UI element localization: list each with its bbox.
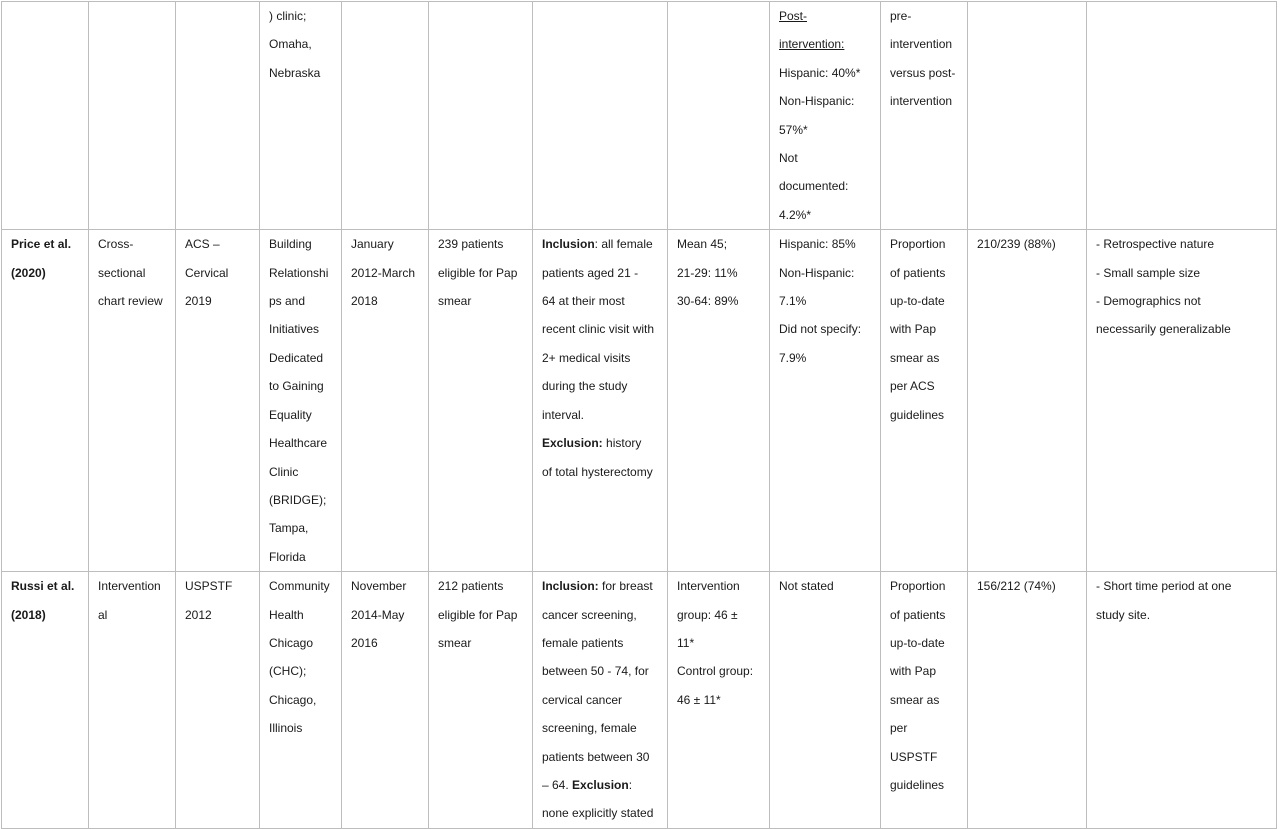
cell-line: patients between 30 bbox=[542, 749, 650, 764]
cell-line bbox=[542, 230, 661, 258]
cell-line: Mean 45; bbox=[677, 237, 728, 252]
table-cell bbox=[342, 572, 429, 829]
cell-line: intervention bbox=[890, 94, 953, 109]
table-cell bbox=[89, 2, 176, 230]
cell-line: 2012-March bbox=[351, 265, 416, 280]
cell-line bbox=[779, 2, 874, 30]
cell-line: between 50 - 74, for bbox=[542, 664, 649, 679]
cell-line: smear as bbox=[890, 350, 940, 365]
table-row bbox=[2, 572, 1277, 829]
table-cell bbox=[668, 230, 770, 572]
cell-line: none explicitly stated bbox=[542, 806, 654, 821]
table-cell bbox=[1087, 2, 1277, 230]
cell-line: Intervention bbox=[677, 579, 740, 594]
cell-line: 4.2%* bbox=[779, 207, 812, 222]
cell-line: Did not specify: bbox=[779, 322, 862, 337]
cell-line: 212 patients bbox=[438, 579, 504, 594]
cell-line: smear bbox=[438, 635, 472, 650]
cell-line: eligible for Pap bbox=[438, 607, 518, 622]
cell-line: Chicago bbox=[269, 635, 314, 650]
cell-line: Health bbox=[269, 607, 304, 622]
cell-line: Price et al. bbox=[11, 237, 72, 252]
table-cell bbox=[881, 230, 968, 572]
cell-line: with Pap bbox=[890, 322, 937, 337]
cell-line: study site. bbox=[1096, 607, 1151, 622]
cell-line: - Demographics not bbox=[1096, 294, 1201, 309]
cell-text-segment: intervention: bbox=[779, 37, 845, 52]
table-cell bbox=[176, 230, 260, 572]
cell-line: 2+ medical visits bbox=[542, 350, 631, 365]
cell-line: of total hysterectomy bbox=[542, 464, 653, 479]
cell-line: 2012 bbox=[185, 607, 212, 622]
cell-line: 46 ± 11* bbox=[677, 692, 721, 707]
table-cell bbox=[2, 230, 89, 572]
cell-line: 156/212 (74%) bbox=[977, 579, 1056, 594]
cell-line: documented: bbox=[779, 179, 849, 194]
table-cell bbox=[968, 2, 1087, 230]
cell-line: (2020) bbox=[11, 265, 46, 280]
cell-line: group: 46 ± bbox=[677, 607, 738, 622]
table-cell bbox=[533, 230, 668, 572]
cell-line: 2016 bbox=[351, 635, 378, 650]
cell-line: Chicago, bbox=[269, 692, 317, 707]
cell-line: female patients bbox=[542, 635, 624, 650]
cell-text-segment: : all female bbox=[594, 237, 653, 252]
cell-text-segment: Post- bbox=[779, 9, 808, 23]
cell-line: chart review bbox=[98, 294, 163, 309]
cell-line bbox=[542, 572, 661, 600]
table-cell bbox=[770, 2, 881, 230]
cell-line: with Pap bbox=[890, 664, 937, 679]
cell-line: (BRIDGE); bbox=[269, 492, 327, 507]
cell-line: necessarily generalizable bbox=[1096, 322, 1231, 337]
cell-line: versus post- bbox=[890, 65, 956, 80]
cell-line: 239 patients bbox=[438, 237, 504, 252]
cell-line: eligible for Pap bbox=[438, 265, 518, 280]
table-cell bbox=[533, 2, 668, 230]
cell-line bbox=[542, 429, 661, 457]
cell-line: Illinois bbox=[269, 721, 303, 736]
table-body bbox=[2, 2, 1277, 829]
cell-line: sectional bbox=[98, 265, 146, 280]
cell-line: Hispanic: 40%* bbox=[779, 65, 861, 80]
cell-line: Hispanic: 85% bbox=[779, 237, 856, 252]
cell-line: 11* bbox=[677, 635, 695, 650]
cell-line bbox=[542, 771, 661, 799]
table-cell bbox=[429, 572, 533, 829]
cell-line: 57%* bbox=[779, 122, 808, 137]
cell-line: Equality bbox=[269, 407, 312, 422]
cell-line: Non-Hispanic: bbox=[779, 94, 855, 109]
cell-line: per bbox=[890, 721, 908, 736]
cell-line: Tampa, bbox=[269, 521, 309, 536]
table-cell bbox=[1087, 230, 1277, 572]
cell-line: up-to-date bbox=[890, 294, 945, 309]
table-cell bbox=[968, 572, 1087, 829]
cell-line: pre- bbox=[890, 9, 912, 23]
cell-line: January bbox=[351, 237, 394, 252]
cell-line: - Small sample size bbox=[1096, 265, 1201, 280]
table-cell bbox=[260, 230, 342, 572]
table-cell bbox=[176, 2, 260, 230]
cell-line: Not bbox=[779, 151, 798, 166]
cell-line: Intervention bbox=[98, 579, 161, 594]
cell-line: recent clinic visit with bbox=[542, 322, 655, 337]
cell-line: intervention bbox=[890, 37, 953, 52]
table-cell bbox=[770, 572, 881, 829]
cell-line: Cross- bbox=[98, 237, 134, 252]
table-cell bbox=[881, 572, 968, 829]
cell-text-segment: Exclusion bbox=[572, 777, 629, 792]
cell-line: - Short time period at one bbox=[1096, 579, 1232, 594]
table-cell bbox=[2, 572, 89, 829]
cell-line: Initiatives bbox=[269, 322, 320, 337]
table-cell bbox=[881, 2, 968, 230]
table-row bbox=[2, 2, 1277, 230]
cell-line: 210/239 (88%) bbox=[977, 237, 1056, 252]
table-cell bbox=[668, 572, 770, 829]
cell-line: Proportion bbox=[890, 237, 946, 252]
cell-line: cancer screening, bbox=[542, 607, 637, 622]
cell-text-segment: Inclusion: bbox=[542, 579, 599, 594]
cell-line: Nebraska bbox=[269, 65, 321, 80]
cell-line: Control group: bbox=[677, 664, 754, 679]
cell-line: cervical cancer bbox=[542, 692, 623, 707]
cell-line: USPSTF bbox=[890, 749, 938, 764]
cell-line: Florida bbox=[269, 549, 306, 564]
cell-line: Russi et al. bbox=[11, 579, 75, 594]
cell-line: 21-29: 11% bbox=[677, 265, 738, 280]
cell-line: guidelines bbox=[890, 777, 945, 792]
cell-line: al bbox=[98, 607, 108, 622]
table-cell bbox=[342, 230, 429, 572]
cell-line: smear bbox=[438, 294, 472, 309]
cell-line: ACS – bbox=[185, 237, 220, 252]
cell-line: (2018) bbox=[11, 607, 46, 622]
cell-text-segment: : bbox=[628, 777, 633, 792]
cell-line: (CHC); bbox=[269, 664, 307, 679]
cell-line: Cervical bbox=[185, 265, 229, 280]
table-cell bbox=[260, 2, 342, 230]
cell-line: interval. bbox=[542, 407, 585, 422]
cell-text-segment: Inclusion bbox=[542, 237, 595, 252]
cell-line: 2014-May bbox=[351, 607, 405, 622]
cell-line: Building bbox=[269, 237, 312, 252]
cell-line: Non-Hispanic: bbox=[779, 265, 855, 280]
table-cell bbox=[429, 2, 533, 230]
cell-line: Healthcare bbox=[269, 436, 328, 451]
cell-line: Community bbox=[269, 579, 330, 594]
table-cell bbox=[533, 572, 668, 829]
cell-line: patients aged 21 - bbox=[542, 265, 639, 280]
cell-line: 30-64: 89% bbox=[677, 294, 739, 309]
cell-line: smear as bbox=[890, 692, 940, 707]
table-row bbox=[2, 230, 1277, 572]
cell-line: 2019 bbox=[185, 294, 212, 309]
cell-line: Not stated bbox=[779, 579, 834, 594]
table-cell bbox=[968, 230, 1087, 572]
cell-text-segment: – 64. bbox=[542, 777, 573, 792]
cell-text-segment: for breast bbox=[598, 579, 653, 594]
table-cell bbox=[176, 572, 260, 829]
cell-line: November bbox=[351, 579, 407, 594]
table-cell bbox=[89, 230, 176, 572]
table-cell bbox=[770, 230, 881, 572]
cell-line: 7.1% bbox=[779, 294, 807, 309]
cell-line: Clinic bbox=[269, 464, 299, 479]
cell-line: per ACS bbox=[890, 379, 935, 394]
cell-line: to Gaining bbox=[269, 379, 324, 394]
cell-text-segment: history bbox=[602, 436, 642, 451]
cell-line: Omaha, bbox=[269, 37, 312, 52]
cell-line: of patients bbox=[890, 265, 946, 280]
cell-line: ps and bbox=[269, 294, 306, 309]
table-cell bbox=[668, 2, 770, 230]
cell-line: Relationshi bbox=[269, 265, 329, 280]
cell-text-segment: Exclusion: bbox=[542, 436, 603, 451]
table-cell bbox=[260, 572, 342, 829]
cell-line bbox=[779, 30, 874, 58]
cell-line: guidelines bbox=[890, 407, 945, 422]
cell-line: up-to-date bbox=[890, 635, 945, 650]
table-cell bbox=[429, 230, 533, 572]
table-cell bbox=[89, 572, 176, 829]
table-cell bbox=[342, 2, 429, 230]
cell-line: ) clinic; bbox=[269, 9, 307, 23]
cell-line: screening, female bbox=[542, 721, 637, 736]
cell-line: USPSTF bbox=[185, 579, 233, 594]
cell-line: Dedicated bbox=[269, 350, 324, 365]
cell-line: 2018 bbox=[351, 294, 378, 309]
cell-line: Proportion bbox=[890, 579, 946, 594]
cell-line: 7.9% bbox=[779, 350, 807, 365]
cell-line: of patients bbox=[890, 607, 946, 622]
table-cell bbox=[2, 2, 89, 230]
cell-line: 64 at their most bbox=[542, 294, 625, 309]
cell-line: - Retrospective nature bbox=[1096, 237, 1215, 252]
cell-line: during the study bbox=[542, 379, 628, 394]
table-cell bbox=[1087, 572, 1277, 829]
literature-review-table bbox=[1, 1, 1277, 829]
